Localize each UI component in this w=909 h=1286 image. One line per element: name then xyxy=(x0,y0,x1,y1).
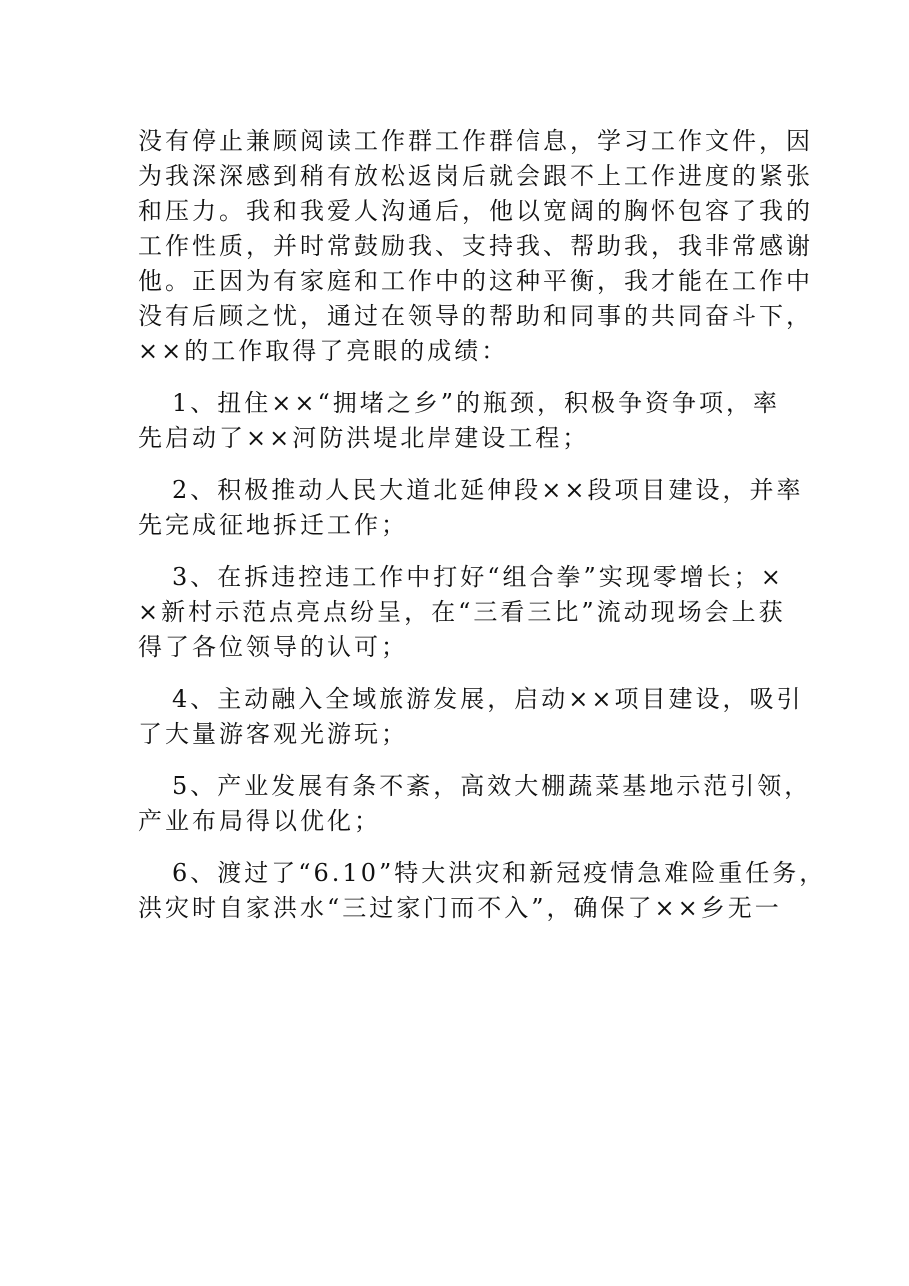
list-item-2-line: 2、积极推动人民大道北延伸段××段项目建设，并率 xyxy=(172,476,804,504)
text-line: ××的工作取得了亮眼的成绩： xyxy=(138,337,509,365)
list-item-3-line: 3、在拆违控违工作中打好“组合拳”实现零增长；× xyxy=(172,563,784,591)
list-item-2-line: 先完成征地拆迁工作； xyxy=(138,511,408,539)
text-line: 工作性质，并时常鼓励我、支持我、帮助我，我非常感谢 xyxy=(138,232,813,260)
document-body xyxy=(138,124,827,926)
text-line: 他。正因为有家庭和工作中的这种平衡，我才能在工作中 xyxy=(138,267,813,295)
list-item-1-line: 先启动了××河防洪堤北岸建设工程； xyxy=(138,424,590,452)
text-line: 没有停止兼顾阅读工作群工作群信息，学习工作文件，因 xyxy=(138,127,813,155)
list-item-6-line: 洪灾时自家洪水“三过家门而不入”，确保了××乡无一 xyxy=(138,894,782,922)
list-item-5-line: 产业布局得以优化； xyxy=(138,807,381,835)
text-line: 为我深深感到稍有放松返岗后就会跟不上工作进度的紧张 xyxy=(138,162,813,190)
list-item-5-line: 5、产业发展有条不紊，高效大棚蔬菜基地示范引领， xyxy=(172,772,812,800)
list-item-1-line: 1、扭住××“拥堵之乡”的瓶颈，积极争资争项，率 xyxy=(172,389,781,417)
list-item-4-line: 了大量游客观光游玩； xyxy=(138,720,408,748)
list-item-6-line: 6、渡过了“6.10”特大洪灾和新冠疫情急难险重任务， xyxy=(172,859,827,887)
list-item-3-line: ×新村示范点亮点纷呈，在“三看三比”流动现场会上获 xyxy=(138,598,786,626)
text-line: 没有后顾之忧，通过在领导的帮助和同事的共同奋斗下， xyxy=(138,302,813,330)
text-line: 和压力。我和我爱人沟通后，他以宽阔的胸怀包容了我的 xyxy=(138,197,813,225)
list-item-4-line: 4、主动融入全域旅游发展，启动××项目建设，吸引 xyxy=(172,685,804,713)
list-item-3-line: 得了各位领导的认可； xyxy=(138,633,408,661)
